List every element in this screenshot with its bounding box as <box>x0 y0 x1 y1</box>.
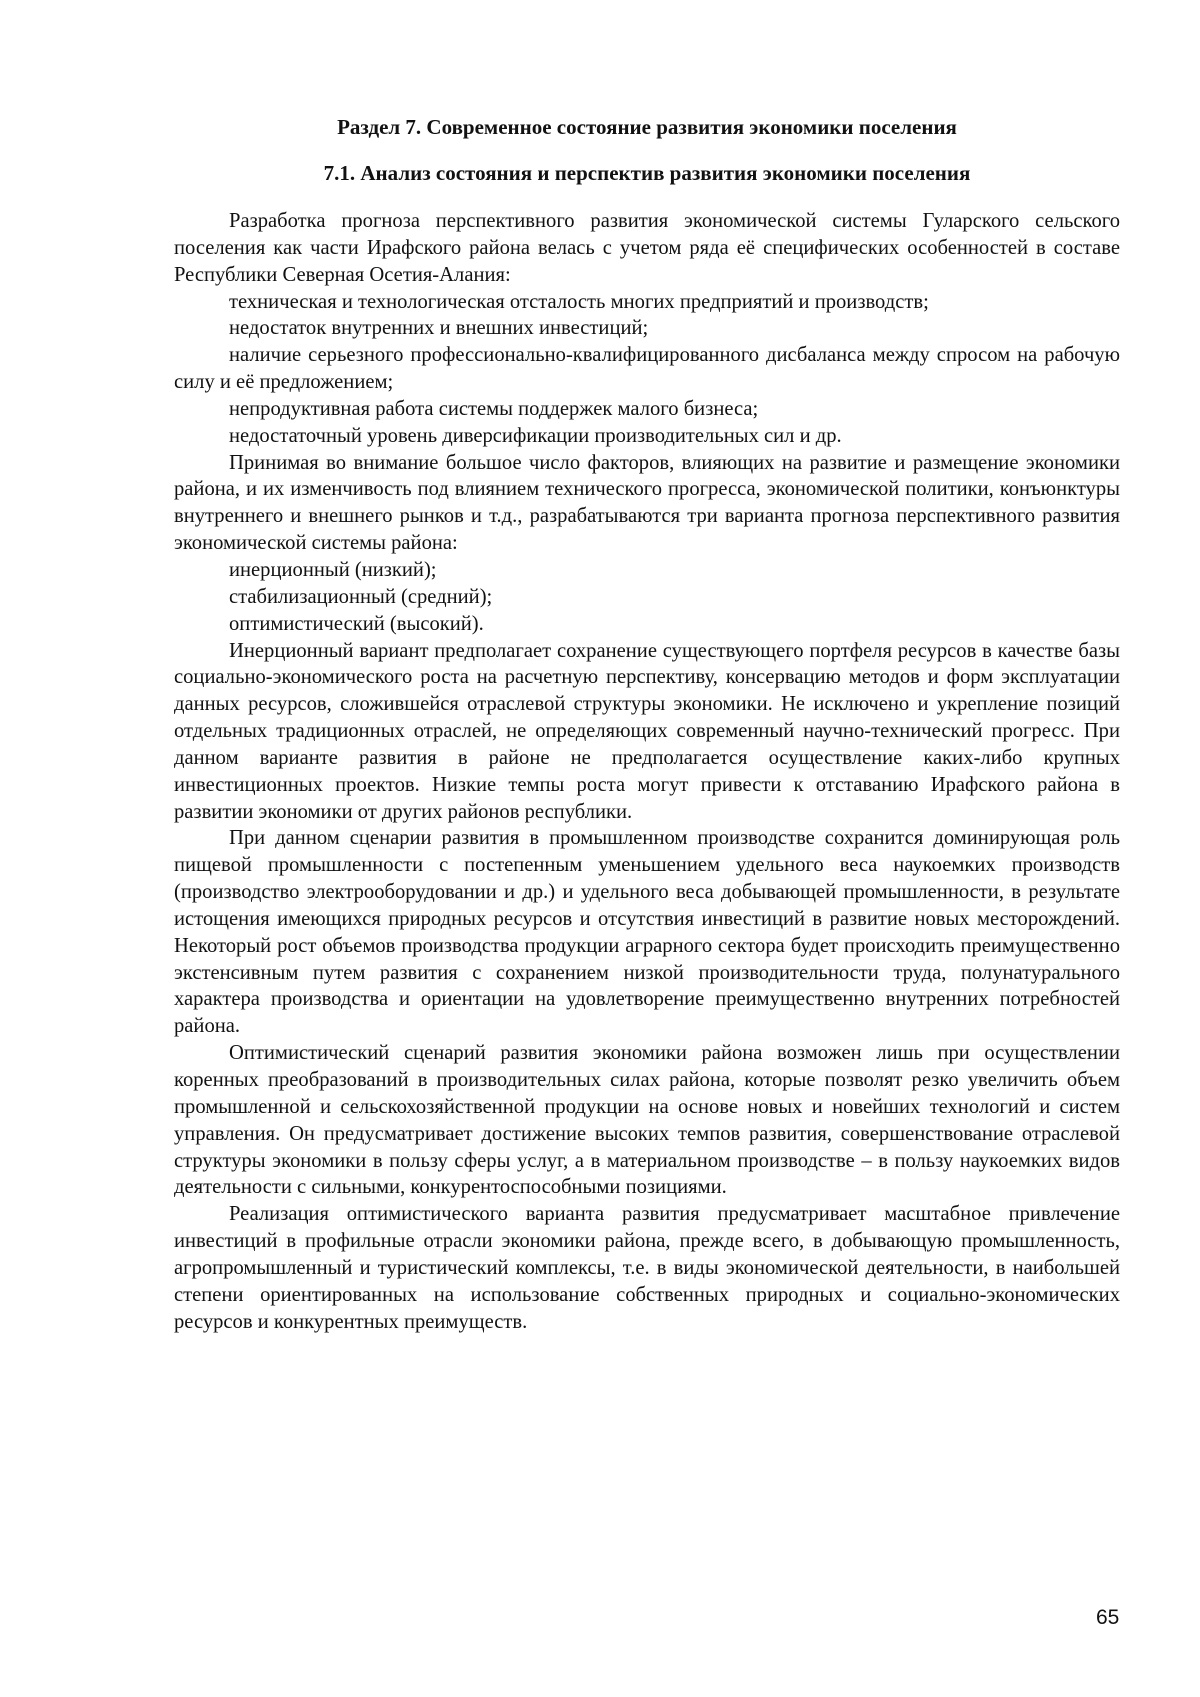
list-item: недостаток внутренних и внешних инвестиций; <box>229 317 649 340</box>
subsection-title: 7.1. Анализ состояния и перспектив развития экономики поселения <box>323 161 971 185</box>
page-number: 65 <box>1096 1606 1120 1629</box>
list-item: недостаточный уровень диверсификации производительных сил и др. <box>229 424 842 447</box>
paragraph: Инерционный вариант предполагает сохранение существующего портфеля ресурсов в качестве базы социально-экономического роста на расчетную перспективу, консервацию методов и форм эксплуатации данных ресурсов, сложившейся отраслевой структуры экономики. Не исключено и укрепление позиций отдельных традиционных отраслей, не определяющих современный научно-технический прогресс. При данном варианте развития в районе не предполагается осуществление каких-либо крупных инвестиционных проектов. Низкие темпы роста могут привести к отставанию Ирафского района в развитии экономики от других районов республики. <box>174 639 1120 823</box>
list-item: наличие серьезного профессионально-квалифицированного дисбаланса между спросом на рабочую силу и её предложением; <box>174 344 1120 394</box>
page-content <box>174 114 1120 1335</box>
paragraph: Принимая во внимание большое число факторов, влияющих на развитие и размещение экономики района, и их изменчивость под влиянием технического прогресса, экономической политики, конъюнктуры внутреннего и внешнего рынков и т.д., разрабатываются три варианта прогноза перспективного развития экономической системы района: <box>174 451 1120 555</box>
list-item: инерционный (низкий); <box>229 558 437 581</box>
section-title: Раздел 7. Современное состояние развития экономики поселения <box>337 115 957 139</box>
list-item: стабилизационный (средний); <box>229 585 493 608</box>
list-item: техническая и технологическая отсталость многих предприятий и производств; <box>229 290 929 313</box>
paragraph: При данном сценарии развития в промышленном производстве сохранится доминирующая роль пищевой промышленности с постепенным уменьшением удельного веса наукоемких производств (производство электрооборудовании и др.) и удельного веса добывающей промышленности, в результате истощения имеющихся природных ресурсов и отсутствия инвестиций в развитие новых месторождений. Некоторый рост объемов производства продукции аграрного сектора будет происходить преимущественно экстенсивным путем развития с сохранением низкой производительности труда, полунатурального характера производства и ориентации на удовлетворение преимущественно внутренних потребностей района. <box>174 827 1120 1038</box>
body-text <box>174 208 1120 1335</box>
list-item: непродуктивная работа системы поддержек малого бизнеса; <box>229 397 759 420</box>
paragraph: Оптимистический сценарий развития экономики района возможен лишь при осуществлении коренных преобразований в производительных силах района, которые позволят резко увеличить объем промышленной и сельскохозяйственной продукции на основе новых и новейших технологий и систем управления. Он предусматривает достижение высоких темпов развития, совершенствование отраслевой структуры экономики в пользу сферы услуг, а в материальном производстве – в пользу наукоемких видов деятельности с сильными, конкурентоспособными позициями. <box>174 1042 1120 1199</box>
paragraph: Разработка прогноза перспективного развития экономической системы Гуларского сельского поселения как части Ирафского района велась с учетом ряда её специфических особенностей в составе Республики Северная Осетия-Алания: <box>174 210 1120 286</box>
paragraph: Реализация оптимистического варианта развития предусматривает масштабное привлечение инвестиций в профильные отрасли экономики района, прежде всего, в добывающую промышленность, агропромышленный и туристический комплексы, т.е. в виды экономической деятельности, в наибольшей степени ориентированных на использование собственных природных и социально-экономических ресурсов и конкурентных преимуществ. <box>174 1203 1120 1333</box>
list-item: оптимистический (высокий). <box>229 612 484 635</box>
